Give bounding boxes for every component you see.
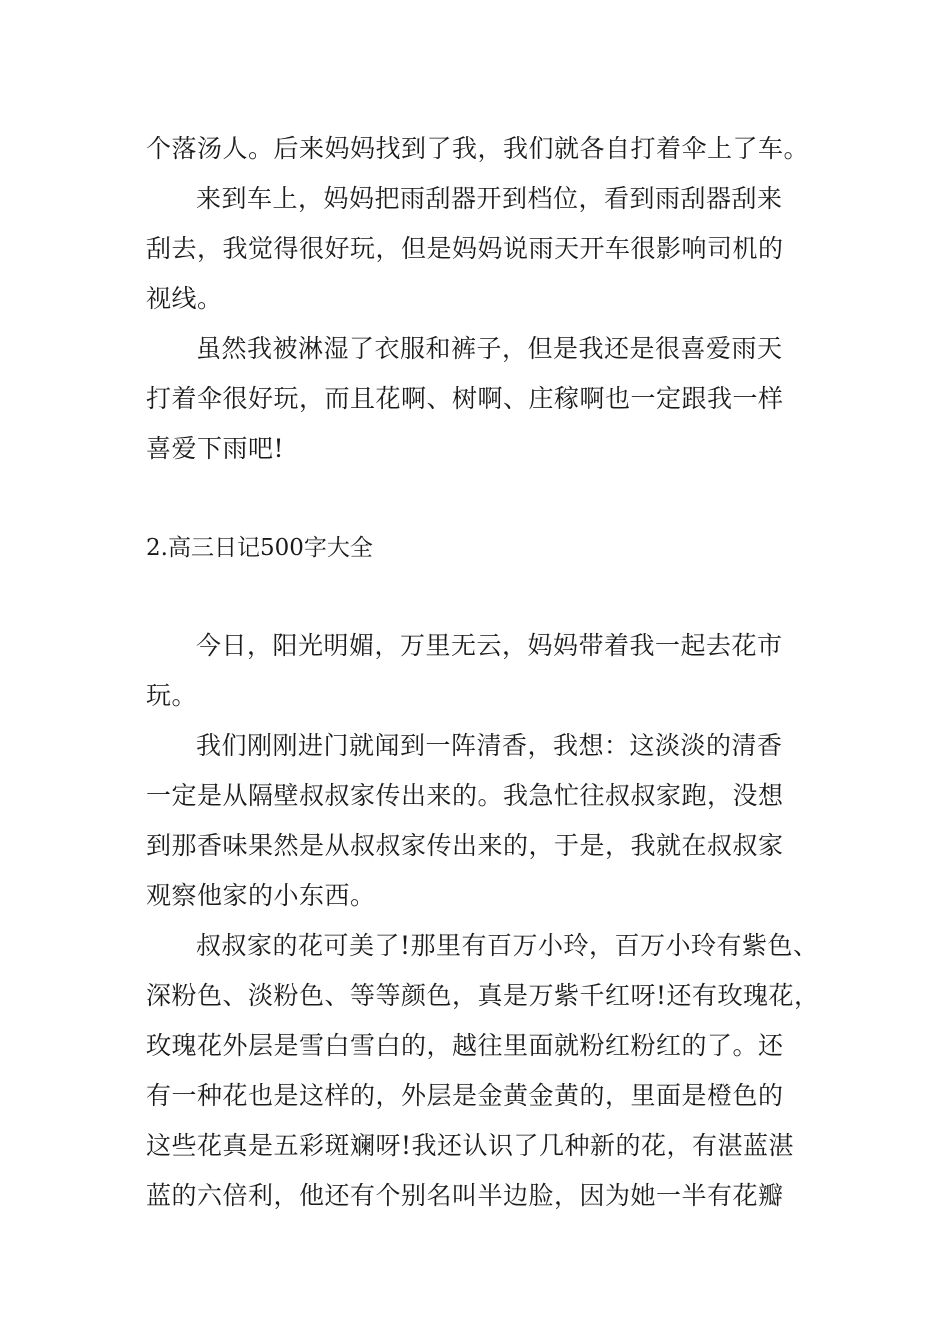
paragraph-line: 到那香味果然是从叔叔家传出来的，于是，我就在叔叔家 [146,831,784,860]
paragraph-line: 玩。 [146,681,198,710]
paragraph-line: 今日，阳光明媚，万里无云，妈妈带着我一起去花市 [196,631,783,660]
paragraph-line: 有一种花也是这样的，外层是金黄金黄的，里面是橙色的 [146,1081,784,1110]
paragraph-line: 虽然我被淋湿了衣服和裤子，但是我还是很喜爱雨天 [196,334,783,363]
paragraph-line: 玫瑰花外层是雪白雪白的，越往里面就粉红粉红的了。还 [146,1031,784,1060]
paragraph-line: 观察他家的小东西。 [146,881,376,910]
paragraph-line: 叔叔家的花可美了!那里有百万小玲，百万小玲有紫色、 [196,931,819,960]
section-heading: 2.高三日记500字大全 [146,535,373,561]
paragraph-line: 我们刚刚进门就闻到一阵清香，我想：这淡淡的清香 [196,731,783,760]
paragraph-line: 一定是从隔壁叔叔家传出来的。我急忙往叔叔家跑，没想 [146,781,784,810]
paragraph-line: 视线。 [146,284,223,313]
paragraph-line: 这些花真是五彩斑斓呀!我还认识了几种新的花，有湛蓝湛 [146,1131,795,1160]
paragraph-line: 深粉色、淡粉色、等等颜色，真是万紫千红呀!还有玫瑰花， [146,981,820,1010]
paragraph-line: 来到车上，妈妈把雨刮器开到档位，看到雨刮器刮来 [196,184,783,213]
paragraph-line: 打着伞很好玩，而且花啊、树啊、庄稼啊也一定跟我一样 [146,384,784,413]
paragraph-line: 蓝的六倍利，他还有个别名叫半边脸，因为她一半有花瓣 [146,1181,784,1210]
paragraph-line: 喜爱下雨吧! [146,434,285,463]
paragraph-line: 刮去，我觉得很好玩，但是妈妈说雨天开车很影响司机的 [146,234,784,263]
paragraph-line: 个落汤人。后来妈妈找到了我，我们就各自打着伞上了车。 [146,134,810,163]
